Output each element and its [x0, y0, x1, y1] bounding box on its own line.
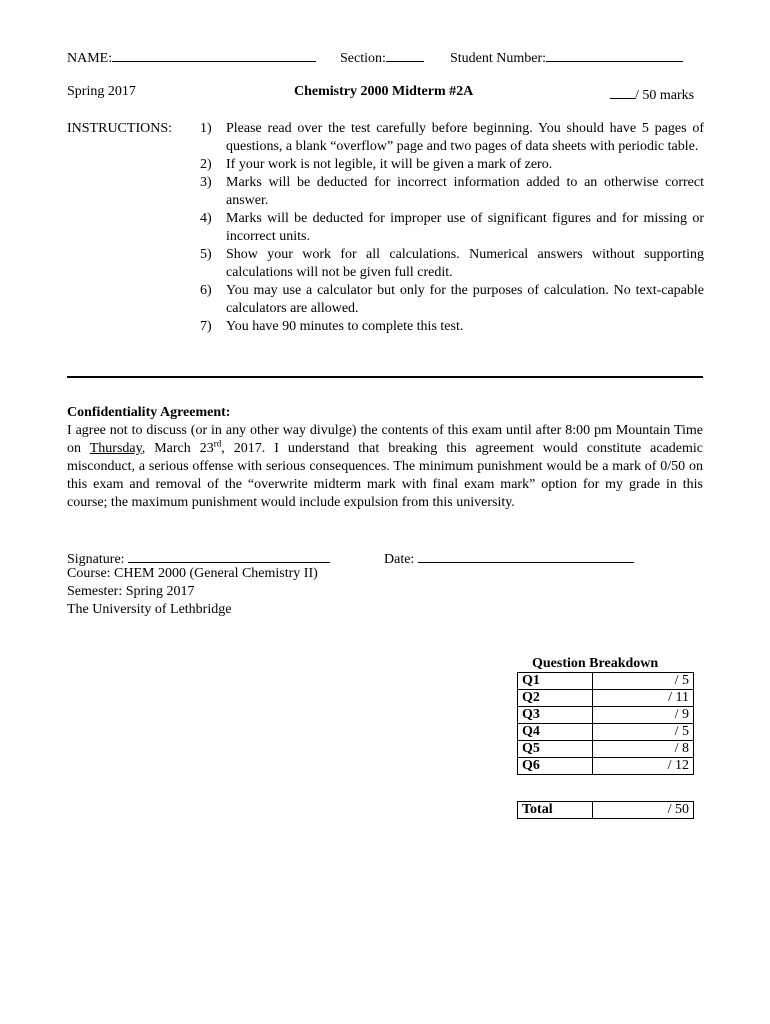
question-marks[interactable]: / 11 — [593, 690, 694, 707]
instruction-item — [200, 282, 704, 318]
total-marks[interactable]: / 50 — [593, 802, 694, 819]
instruction-number: 1) — [200, 121, 212, 136]
instruction-text: You have 90 minutes to complete this test. — [226, 319, 464, 334]
instruction-text: Marks will be deducted for incorrect information added to an otherwise correct answer. — [226, 175, 704, 208]
table-row — [518, 690, 694, 707]
question-marks[interactable]: / 9 — [593, 707, 694, 724]
table-row — [518, 707, 694, 724]
confidentiality-day: Thursday — [89, 441, 142, 456]
total-label: Total — [518, 802, 593, 819]
total-table — [517, 801, 694, 819]
name-field[interactable] — [67, 46, 316, 68]
question-marks[interactable]: / 5 — [593, 673, 694, 690]
question-label: Q4 — [518, 724, 593, 741]
confidentiality-text-part: I agree not to discuss (or in any other way divulge) the contents of this exam until after 8:00 pm Mountain Time on — [67, 423, 703, 456]
section-blank[interactable] — [386, 46, 424, 62]
section-field[interactable] — [340, 46, 424, 68]
student-number-blank[interactable] — [546, 46, 683, 62]
student-number-label: Student Number: — [450, 51, 547, 66]
instructions-label: INSTRUCTIONS: — [67, 121, 173, 136]
instruction-item — [200, 174, 704, 210]
question-label: Q2 — [518, 690, 593, 707]
instruction-text: Marks will be deducted for improper use of significant figures and for missing or incorrect units. — [226, 211, 704, 244]
table-row — [518, 724, 694, 741]
total-marks-field — [610, 83, 694, 105]
instruction-text: Show your work for all calculations. Numerical answers without supporting calculations will not be given full credit. — [226, 247, 704, 280]
total-row — [518, 802, 694, 819]
instruction-number: 7) — [200, 319, 212, 334]
question-marks[interactable]: / 12 — [593, 758, 694, 775]
date-field[interactable] — [384, 547, 634, 569]
signature-blank[interactable] — [128, 547, 330, 563]
score-blank[interactable] — [610, 83, 635, 99]
instruction-item — [200, 210, 704, 246]
university-info: The University of Lethbridge — [67, 602, 232, 617]
instruction-item — [200, 246, 704, 282]
breakdown-title: Question Breakdown — [532, 656, 659, 671]
question-marks[interactable]: / 8 — [593, 741, 694, 758]
course-info: Course: CHEM 2000 (General Chemistry II) — [67, 566, 318, 581]
instruction-text: Please read over the test carefully before beginning. You should have 5 pages of questions, a blank “overflow” page and two pages of data sheets with periodic table. — [226, 121, 704, 154]
confidentiality-text — [67, 422, 703, 512]
instruction-number: 6) — [200, 283, 212, 298]
table-row — [518, 758, 694, 775]
question-label: Q1 — [518, 673, 593, 690]
question-label: Q5 — [518, 741, 593, 758]
question-label: Q6 — [518, 758, 593, 775]
table-row — [518, 741, 694, 758]
name-label: NAME: — [67, 51, 113, 66]
instruction-number: 4) — [200, 211, 212, 226]
name-blank[interactable] — [112, 46, 316, 62]
question-marks[interactable]: / 5 — [593, 724, 694, 741]
term: Spring 2017 — [67, 84, 136, 99]
student-number-field[interactable] — [450, 46, 683, 68]
date-label: Date: — [384, 552, 415, 567]
marks-label: / 50 marks — [635, 88, 695, 103]
confidentiality-text-part: , 2017. I understand that breaking this agreement would constitute academic misconduct, a serious offense with serious consequences. The minimum punishment would be a mark of 0/50 on this exam and removal of the “overwrite midterm mark with final exam mark” option for my grade in this course; the maximum punishment would include expulsion from this university. — [67, 441, 704, 510]
instruction-number: 5) — [200, 247, 212, 262]
date-suffix: rd — [213, 438, 222, 449]
exam-title: Chemistry 2000 Midterm #2A — [294, 84, 474, 99]
question-breakdown-table — [517, 672, 694, 775]
instruction-text: If your work is not legible, it will be given a mark of zero. — [226, 157, 553, 172]
signature-label: Signature: — [67, 552, 125, 567]
instruction-item — [200, 318, 704, 336]
instructions-list — [200, 120, 704, 336]
instruction-text: You may use a calculator but only for the purposes of calculation. No text-capable calculators are allowed. — [226, 283, 704, 316]
instruction-item — [200, 120, 704, 156]
date-blank[interactable] — [418, 547, 634, 563]
instruction-item — [200, 156, 704, 174]
instruction-number: 2) — [200, 157, 212, 172]
confidentiality-text-part: , March 23 — [141, 441, 214, 456]
instruction-number: 3) — [200, 175, 212, 190]
section-label: Section: — [340, 51, 386, 66]
confidentiality-heading: Confidentiality Agreement: — [67, 405, 231, 420]
confidentiality-agreement — [67, 404, 703, 512]
question-label: Q3 — [518, 707, 593, 724]
table-row — [518, 673, 694, 690]
semester-info: Semester: Spring 2017 — [67, 584, 195, 599]
section-divider — [67, 376, 703, 378]
